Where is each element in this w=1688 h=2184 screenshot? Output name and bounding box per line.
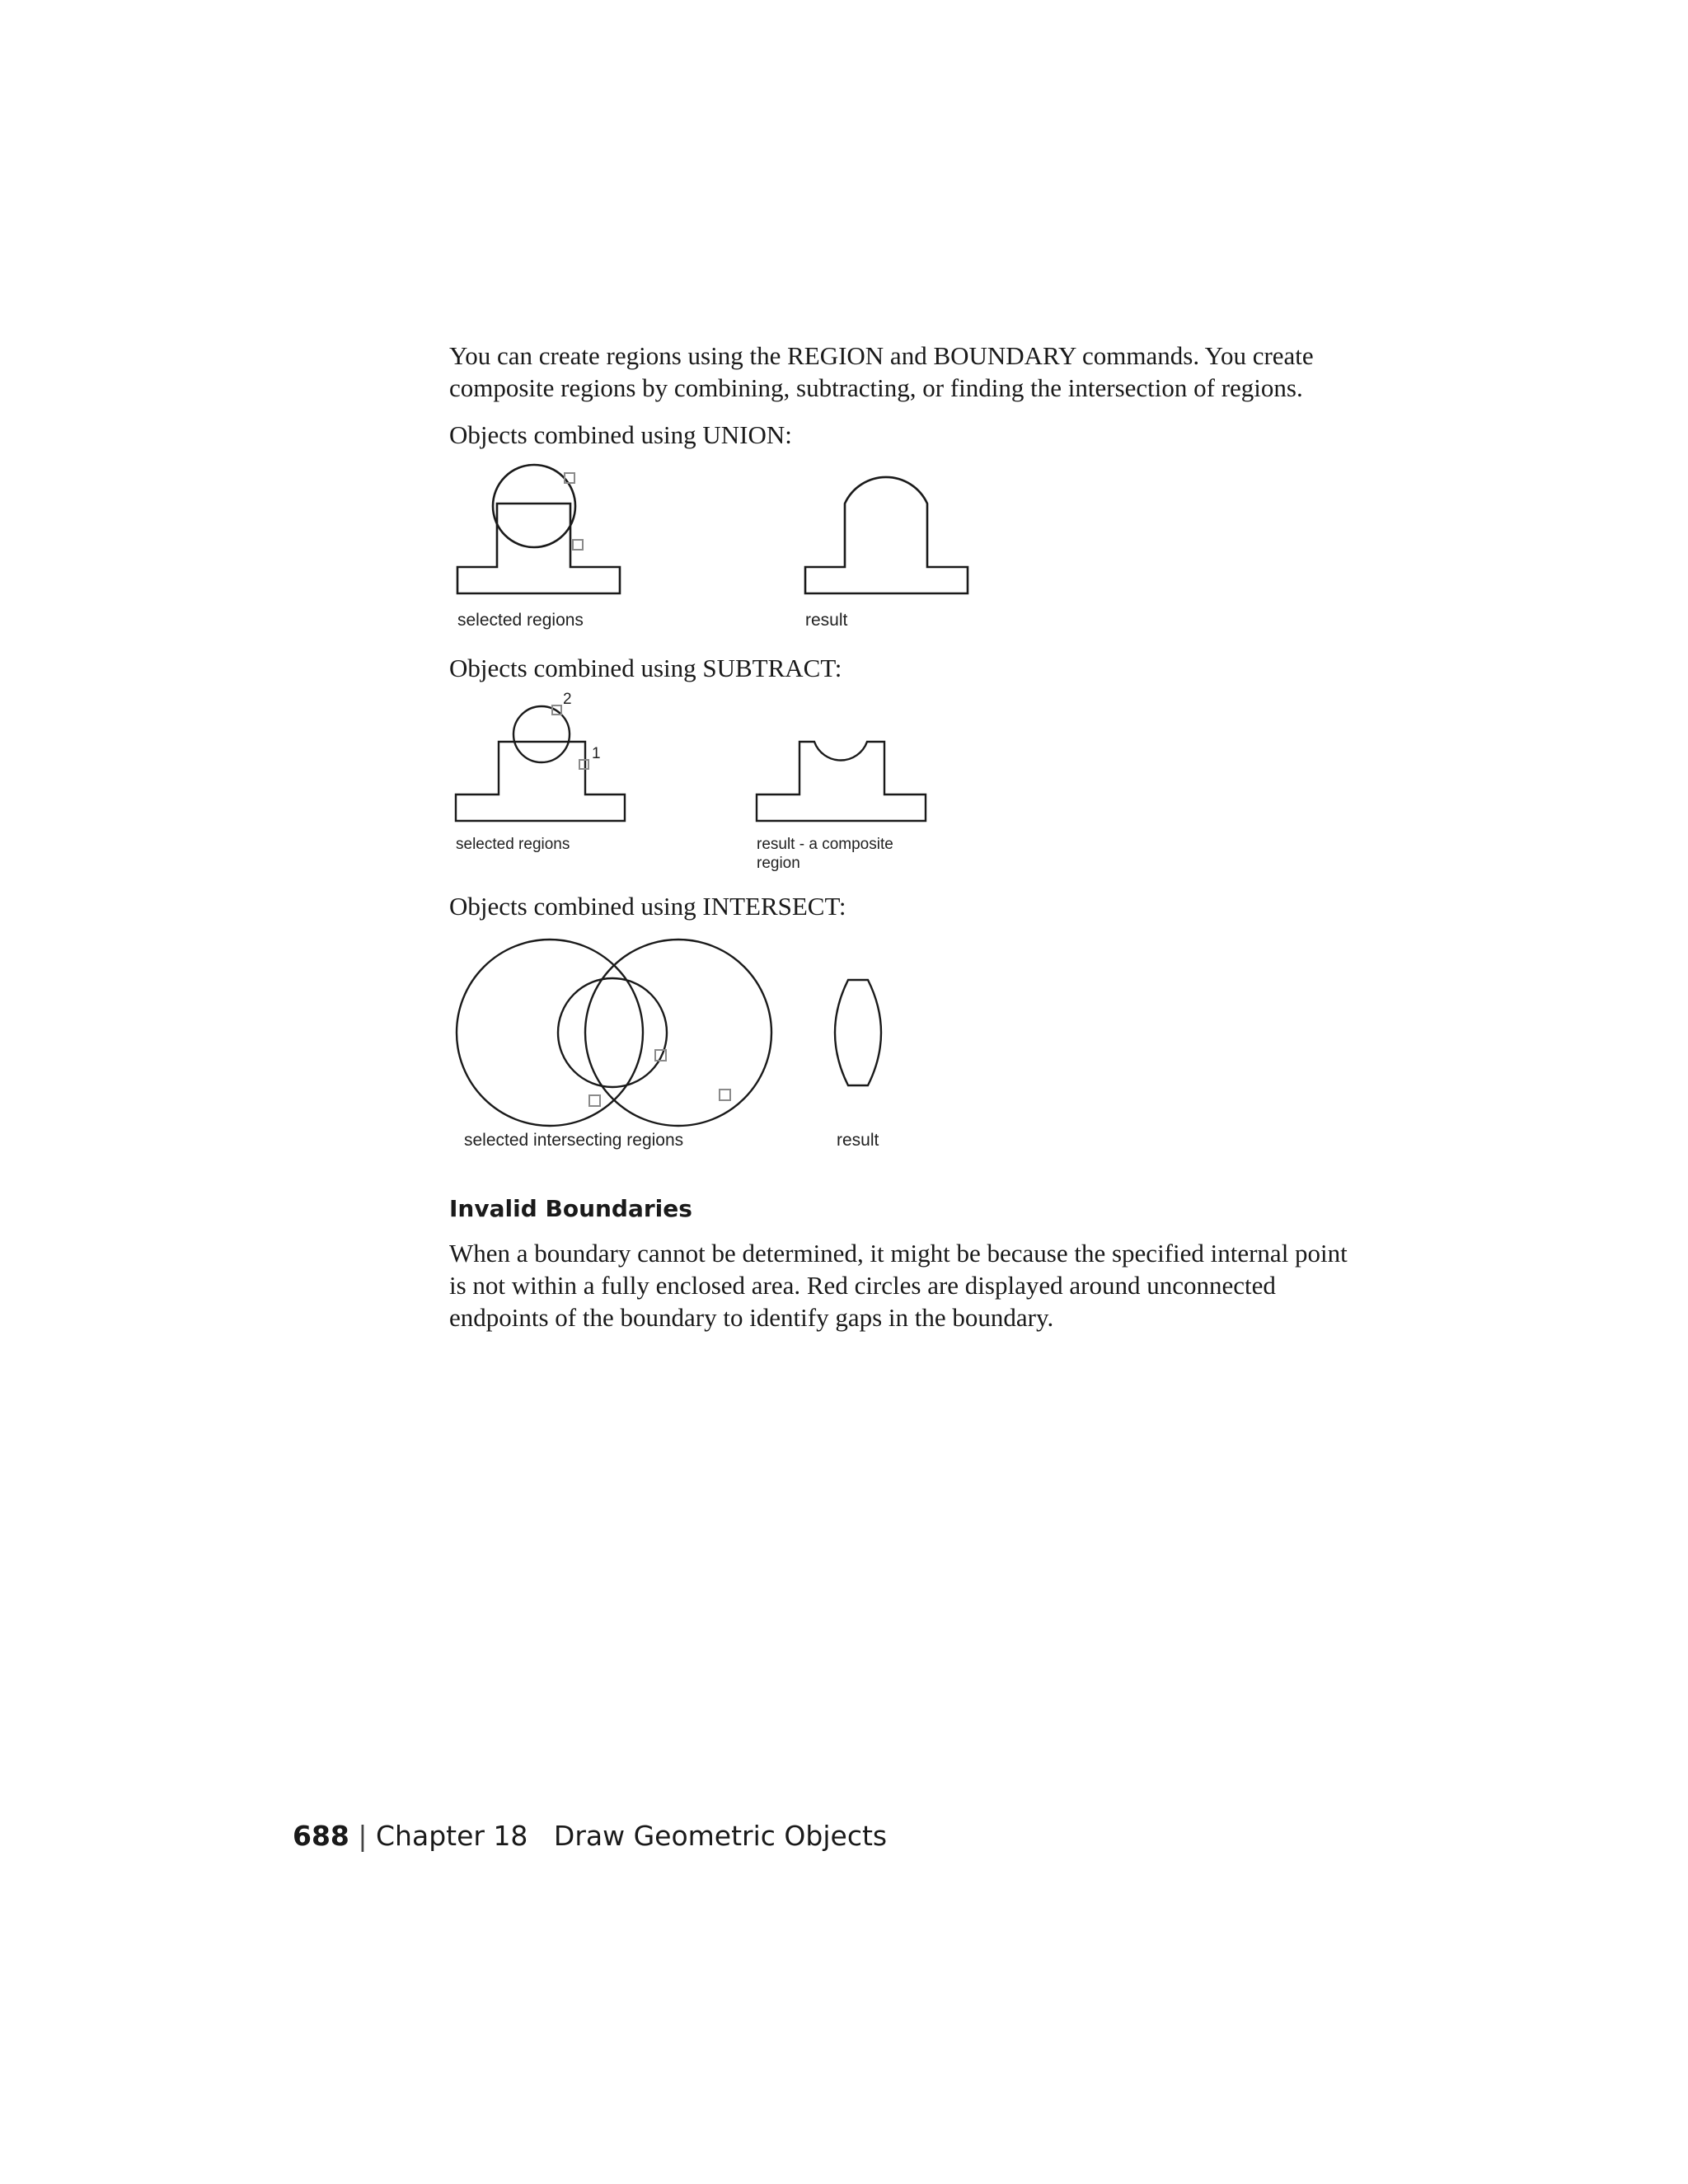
grip-marker (573, 540, 583, 550)
intersect-small-circle (558, 978, 667, 1087)
subtract-caption: Objects combined using SUBTRACT: (449, 654, 842, 682)
intersect-caption: Objects combined using INTERSECT: (449, 892, 846, 921)
subtract-result-shape (757, 742, 926, 821)
footer-chapter: Chapter 18 (376, 1820, 528, 1852)
union-caption: Objects combined using UNION: (449, 420, 792, 449)
footer-separator: | (358, 1820, 368, 1852)
section-body: When a boundary cannot be determined, it might be because the specified internal point is not within a fully enclosed area. Red circles are displayed around unconnected endpoints of the boundary to identify gaps in the boundary. (449, 1239, 1348, 1332)
intersect-result-shape (835, 980, 881, 1085)
intersect-left-label: selected intersecting regions (464, 1131, 684, 1150)
page-number: 688 (293, 1820, 349, 1852)
intersect-figure (449, 930, 1348, 1186)
union-circle-shape (493, 465, 575, 547)
grip-marker (579, 760, 588, 769)
intersect-diagram (449, 930, 1026, 1186)
subtract-callout-2: 2 (563, 691, 572, 708)
union-figure (449, 461, 1348, 640)
footer-chapter-title: Draw Geometric Objects (553, 1820, 888, 1852)
union-diagram (449, 461, 1026, 640)
page-content (449, 340, 1348, 1333)
intersect-large-circle-left (457, 940, 643, 1126)
section-heading: Invalid Boundaries (449, 1195, 692, 1222)
intersect-right-label: result (837, 1131, 879, 1150)
subtract-right-label-1: result - a composite (757, 836, 893, 853)
union-right-label: result (805, 611, 848, 630)
grip-marker (589, 1095, 600, 1106)
union-left-label: selected regions (457, 611, 584, 630)
subtract-left-label: selected regions (456, 836, 570, 853)
grip-marker (720, 1090, 730, 1100)
subtract-right-label-2: region (757, 855, 800, 872)
union-pedestal-shape (457, 504, 620, 593)
union-result-shape (805, 477, 968, 593)
intersect-large-circle-right (585, 940, 771, 1126)
subtract-diagram (449, 692, 1026, 883)
page-footer (293, 1820, 887, 1852)
subtract-callout-1: 1 (592, 745, 601, 762)
intro-paragraph: You can create regions using the REGION and BOUNDARY commands. You create composite regions by combining, subtracting, or finding the intersection of regions. (449, 341, 1314, 402)
subtract-figure (449, 692, 1348, 883)
